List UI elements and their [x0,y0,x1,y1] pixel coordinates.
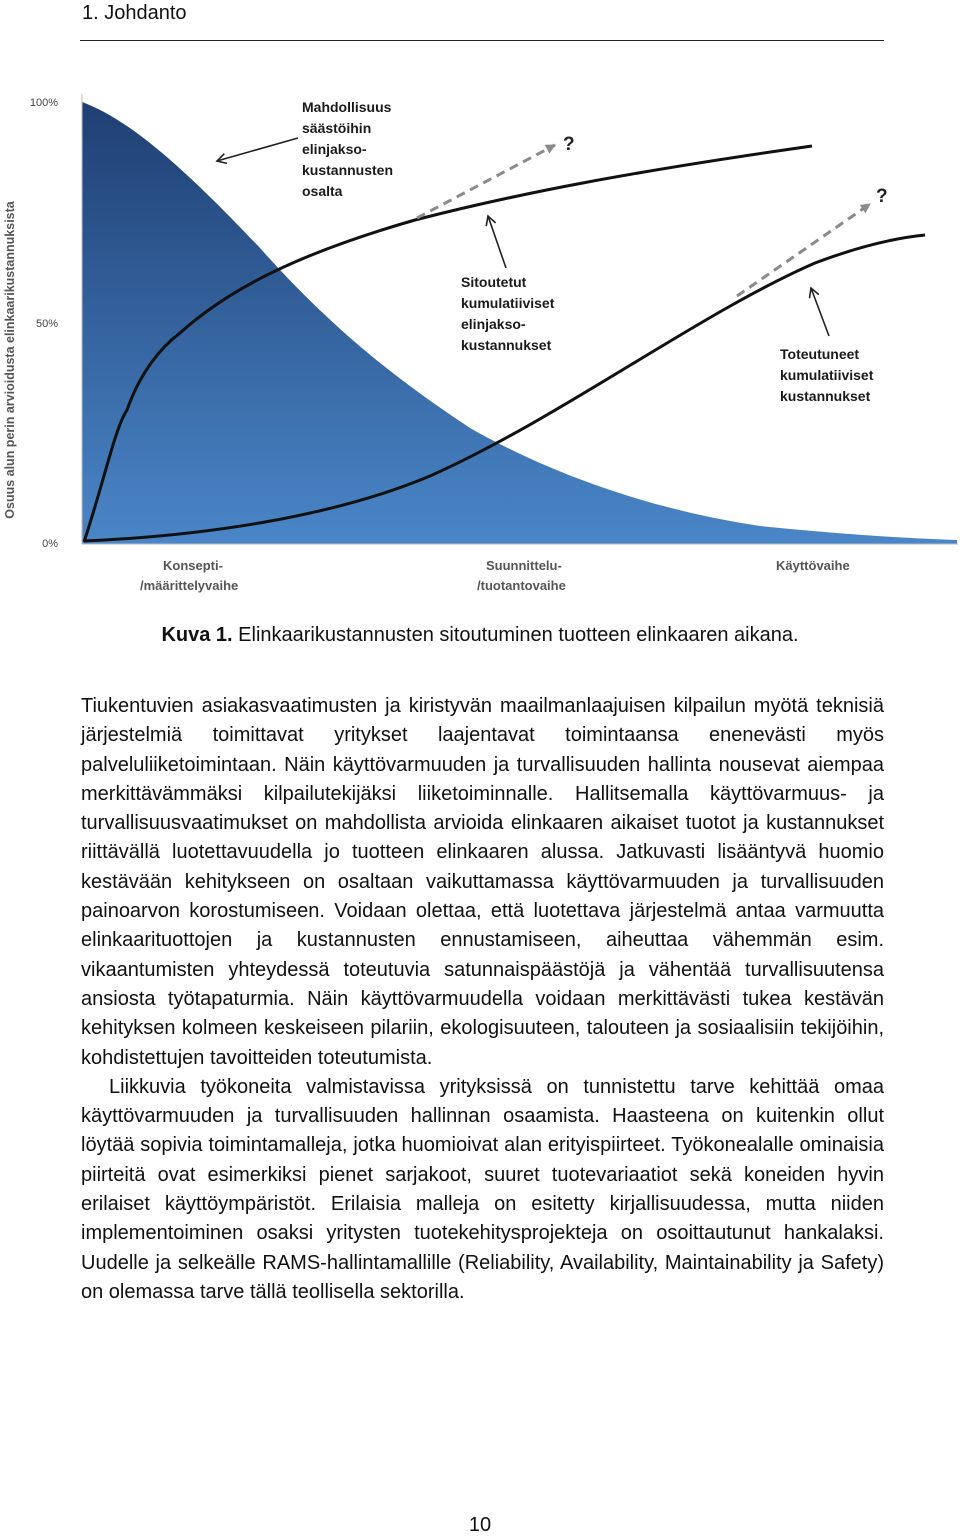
annotation-committed-line: kumulatiiviset [461,295,555,311]
annotation-savings-line: elinjakso- [302,141,367,157]
annotation-committed-line: elinjakso- [461,316,526,332]
annotation-committed-line: kustannukset [461,337,552,353]
phase-label-concept [140,558,238,593]
phase-label-use [776,558,850,573]
annotation-savings-line: Mahdollisuus [302,99,392,115]
annotation-committed-line: Sitoutetut [461,274,527,290]
annotation-realized [780,346,877,404]
figure-caption [0,624,960,647]
paragraph-2: Liikkuvia työkoneita valmistavissa yrityksissä on tunnistettu tarve kehittää omaa käyttövarmuuden ja turvallisuuden hallinnan osaamista. Haasteena on kuitenkin ollut löytää sopivia toimintamalleja, jotka huomioivat alan erityispiirteet. Työkonealalle ominaisia piirteitä ovat esimerkiksi pienet sarjakoot, suuret tuotevariaatiot sekä koneiden hyvin erilaiset käyttöympäristöt. Erilaisia malleja on esitetty kirjallisuudessa, mutta niiden implementoiminen osaksi yritysten tuotekehitysprojekteja on osoittautunut hankalaksi. Uudelle ja selkeälle RAMS-hallintamallille (Reliability, Availability, Maintainability ja Safety) on olemassa tarve tällä teollisella sektorilla. [81,1075,884,1303]
realized-arrow [811,288,829,336]
committed-arrow [488,216,506,268]
annotation-realized-line: kustannukset [780,388,871,404]
annotation-committed [461,274,558,353]
annotation-savings-line: osalta [302,183,343,199]
annotation-realized-line: Toteutuneet [780,346,860,362]
committed-projection-dashed [417,145,555,218]
running-header [80,0,884,41]
caption-label: Kuva 1. [161,624,233,646]
body-text [81,692,884,1307]
question-mark-2: ? [876,186,888,207]
life-cycle-cost-figure [0,88,960,598]
phase-label-line: Suunnittelu- [486,558,562,573]
caption-text: Elinkaarikustannusten sitoutuminen tuotteen elinkaaren aikana. [238,624,799,646]
y-axis-title: Osuus alun perin arvioidusta elinkaarikustannuksista [3,201,17,519]
chapter-title: 1. Johdanto [82,2,187,24]
annotation-savings-line: säästöihin [302,120,372,136]
phase-label-design [477,558,566,593]
y-tick-0: 0% [42,538,58,550]
annotation-realized-line: kumulatiiviset [780,367,874,383]
question-mark-1: ? [563,134,575,155]
phase-label-line: /tuotantovaihe [477,578,566,593]
annotation-savings-line: kustannusten [302,162,394,178]
y-tick-50: 50% [35,318,58,330]
page-number: 10 [468,1514,492,1536]
annotation-savings [302,99,397,199]
savings-arrow [217,138,298,161]
phase-label-line: /määrittelyvaihe [140,578,239,593]
y-tick-100: 100% [29,97,58,109]
phase-label-line: Käyttövaihe [776,558,850,573]
paragraph-1: Tiukentuvien asiakasvaatimusten ja kiristyvän maailmanlaajuisen kilpailun myötä teknisiä järjestelmiä toimittavat yritykset laajentavat toimintaansa enenevästi myös palveluliiketoimintaan. Näin käyttövarmuuden ja turvallisuuden hallinta nousevat aiempaa merkittävämmäksi kilpailutekijäksi liiketoiminnalle. Hallitsemalla käyttövarmuus- ja turvallisuusvaatimukset on mahdollista arvioida elinkaaren aikaiset tuotot ja kustannukset riittävällä luotettavuudella jo tuotteen elinkaaren alussa. Jatkuvasti lisääntyvä huomio kestävään kehitykseen on osaltaan vaikuttamassa käyttövarmuuden ja turvallisuuden painoarvon korostumiseen. Voidaan olettaa, että luotettava järjestelmä antaa varmuutta elinkaarituottojen ja kustannusten ennustamiseen, aiheuttaa vähemmän esim. vikaantumisten yhteydessä toteutuvia satunnaispäästöjä ja vähentää turvallisuutensa ansiosta työtapaturmia. Näin käyttövarmuudella voidaan merkittävästi tukea kestävän kehityksen kolmeen keskeiseen pilariin, ekologisuuteen, talouteen ja sosiaalisiin tekijöihin, kohdistettujen tavoitteiden toteutumista. [81,695,884,1069]
phase-label-line: Konsepti- [163,558,223,573]
